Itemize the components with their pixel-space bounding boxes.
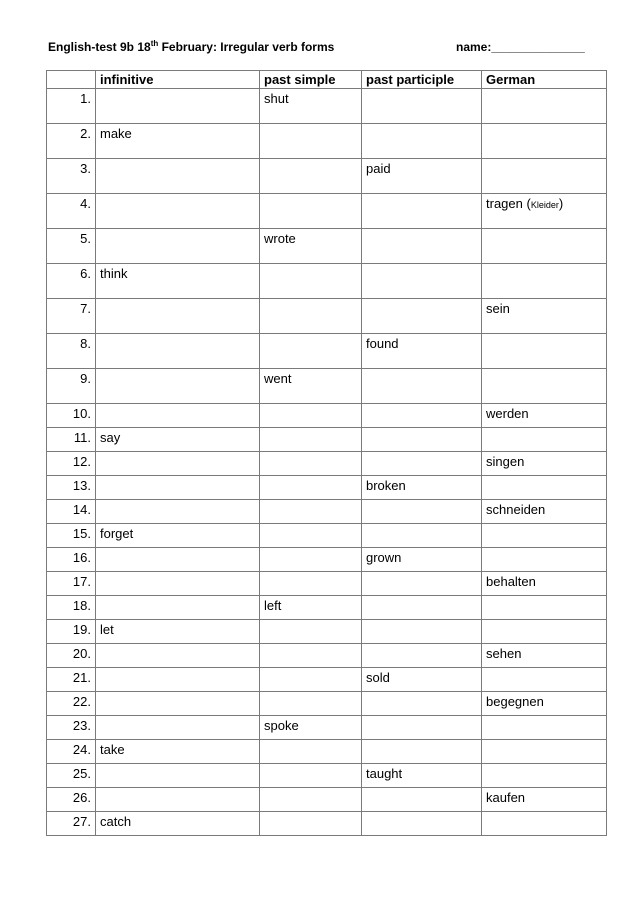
past-simple-cell[interactable] [260, 334, 362, 369]
table-row [47, 89, 607, 124]
table-row [47, 500, 607, 524]
past-participle-cell[interactable] [362, 812, 482, 836]
infinitive-cell[interactable] [96, 334, 260, 369]
past-simple-cell[interactable] [260, 299, 362, 334]
infinitive-cell-text: forget [100, 526, 134, 541]
german-cell[interactable] [482, 764, 607, 788]
table-row [47, 620, 607, 644]
past-simple-cell[interactable] [260, 194, 362, 229]
table-row [47, 404, 607, 428]
row-number [47, 500, 96, 524]
row-number [47, 740, 96, 764]
infinitive-cell[interactable] [96, 620, 260, 644]
row-number-text: 14. [72, 502, 91, 517]
past-simple-cell[interactable] [260, 548, 362, 572]
past-simple-cell[interactable] [260, 500, 362, 524]
table-row [47, 229, 607, 264]
past-participle-cell[interactable] [362, 500, 482, 524]
row-number [47, 194, 96, 229]
table-row [47, 812, 607, 836]
past-participle-cell[interactable] [362, 668, 482, 692]
row-number-text: 1. [80, 91, 91, 106]
row-number-text: 22. [72, 694, 91, 709]
row-number-text: 17. [72, 574, 91, 589]
german-cell[interactable] [482, 404, 607, 428]
row-number [47, 668, 96, 692]
infinitive-cell[interactable] [96, 452, 260, 476]
german-note: Kleider [530, 200, 559, 210]
infinitive-cell[interactable] [96, 500, 260, 524]
past-participle-cell[interactable] [362, 264, 482, 299]
infinitive-cell-text: catch [100, 814, 132, 829]
past-simple-cell[interactable] [260, 716, 362, 740]
infinitive-cell[interactable] [96, 548, 260, 572]
infinitive-cell[interactable] [96, 89, 260, 124]
title-text-rest: February: Irregular verb forms [158, 40, 335, 54]
table-row [47, 548, 607, 572]
past-simple-cell[interactable] [260, 369, 362, 404]
infinitive-cell[interactable] [96, 812, 260, 836]
infinitive-cell[interactable] [96, 668, 260, 692]
table-row [47, 764, 607, 788]
infinitive-cell[interactable] [96, 229, 260, 264]
table-row [47, 716, 607, 740]
german-cell[interactable] [482, 572, 607, 596]
german-cell[interactable] [482, 334, 607, 369]
past-participle-cell[interactable] [362, 788, 482, 812]
table-row [47, 572, 607, 596]
past-simple-cell[interactable] [260, 788, 362, 812]
past-participle-cell[interactable] [362, 524, 482, 548]
row-number-text: 8. [80, 336, 91, 351]
past-participle-cell[interactable] [362, 644, 482, 668]
german-cell-text: sein [486, 301, 510, 316]
infinitive-cell[interactable] [96, 692, 260, 716]
past-simple-cell[interactable] [260, 644, 362, 668]
table-row [47, 299, 607, 334]
name-field[interactable]: name:______________ [456, 40, 585, 54]
german-cell[interactable] [482, 159, 607, 194]
german-cell[interactable] [482, 668, 607, 692]
past-participle-cell[interactable] [362, 740, 482, 764]
infinitive-cell[interactable] [96, 764, 260, 788]
past-participle-cell[interactable] [362, 194, 482, 229]
infinitive-cell[interactable] [96, 194, 260, 229]
past-participle-cell[interactable] [362, 692, 482, 716]
table-row [47, 788, 607, 812]
german-cell[interactable] [482, 596, 607, 620]
row-number-text: 21. [72, 670, 91, 685]
german-cell[interactable] [482, 620, 607, 644]
past-simple-cell[interactable] [260, 692, 362, 716]
infinitive-cell[interactable] [96, 716, 260, 740]
infinitive-cell[interactable] [96, 159, 260, 194]
german-cell[interactable] [482, 740, 607, 764]
past-simple-cell-text: left [264, 598, 282, 613]
german-cell[interactable] [482, 452, 607, 476]
past-participle-cell[interactable] [362, 764, 482, 788]
row-number-text: 2. [80, 126, 91, 141]
table-header-row [47, 71, 607, 89]
past-simple-cell[interactable] [260, 124, 362, 159]
table-row [47, 596, 607, 620]
verb-table-body [47, 89, 607, 836]
german-cell[interactable] [482, 644, 607, 668]
past-simple-cell[interactable] [260, 740, 362, 764]
past-simple-cell[interactable] [260, 668, 362, 692]
past-participle-cell[interactable] [362, 124, 482, 159]
row-number [47, 369, 96, 404]
column-header-infinitive: infinitive [96, 71, 260, 89]
past-participle-cell[interactable] [362, 89, 482, 124]
row-number [47, 334, 96, 369]
row-number [47, 524, 96, 548]
row-number-text: 26. [72, 790, 91, 805]
infinitive-cell-text: let [100, 622, 114, 637]
row-number [47, 764, 96, 788]
german-cell[interactable] [482, 548, 607, 572]
infinitive-cell-text: make [100, 126, 132, 141]
row-number-text: 19. [72, 622, 91, 637]
past-simple-cell[interactable] [260, 404, 362, 428]
row-number [47, 788, 96, 812]
past-simple-cell[interactable] [260, 524, 362, 548]
past-simple-cell-text: went [264, 371, 292, 386]
past-participle-cell[interactable] [362, 716, 482, 740]
row-number [47, 89, 96, 124]
row-number-text: 9. [80, 371, 91, 386]
column-header-number [47, 71, 96, 89]
german-cell-text: sehen [486, 646, 522, 661]
infinitive-cell[interactable] [96, 644, 260, 668]
row-number [47, 644, 96, 668]
row-number [47, 620, 96, 644]
infinitive-cell-text: think [100, 266, 128, 281]
german-cell[interactable] [482, 788, 607, 812]
row-number [47, 229, 96, 264]
past-participle-cell-text: grown [366, 550, 402, 565]
infinitive-cell[interactable] [96, 572, 260, 596]
infinitive-cell-text: say [100, 430, 121, 445]
past-participle-cell[interactable] [362, 476, 482, 500]
infinitive-cell-text: take [100, 742, 125, 757]
row-number [47, 572, 96, 596]
table-row [47, 194, 607, 229]
row-number-text: 16. [72, 550, 91, 565]
past-simple-cell[interactable] [260, 476, 362, 500]
row-number [47, 548, 96, 572]
past-simple-cell[interactable] [260, 89, 362, 124]
past-participle-cell[interactable] [362, 620, 482, 644]
german-cell-text: tragen ( [486, 196, 531, 211]
infinitive-cell[interactable] [96, 596, 260, 620]
worksheet-title [48, 40, 334, 54]
german-cell[interactable] [482, 428, 607, 452]
table-row [47, 452, 607, 476]
past-simple-cell[interactable] [260, 572, 362, 596]
german-cell[interactable] [482, 299, 607, 334]
german-cell[interactable] [482, 89, 607, 124]
past-participle-cell[interactable] [362, 548, 482, 572]
row-number [47, 299, 96, 334]
past-participle-cell[interactable] [362, 572, 482, 596]
infinitive-cell[interactable] [96, 404, 260, 428]
german-cell[interactable] [482, 524, 607, 548]
table-row [47, 369, 607, 404]
past-participle-cell[interactable] [362, 596, 482, 620]
past-simple-cell-text: wrote [264, 231, 296, 246]
past-participle-cell-text: taught [366, 766, 403, 781]
past-simple-cell-text: spoke [264, 718, 299, 733]
german-cell-text: begegnen [486, 694, 544, 709]
table-row [47, 740, 607, 764]
german-cell[interactable] [482, 812, 607, 836]
title-text: English-test 9b 18 [48, 40, 151, 54]
table-row [47, 692, 607, 716]
row-number [47, 452, 96, 476]
row-number-text: 5. [80, 231, 91, 246]
past-participle-cell-text: paid [366, 161, 391, 176]
row-number [47, 596, 96, 620]
title-ordinal-suffix: th [150, 39, 159, 48]
past-participle-cell[interactable] [362, 369, 482, 404]
column-header-past-participle: past participle [362, 71, 482, 89]
past-simple-cell[interactable] [260, 452, 362, 476]
row-number-text: 23. [72, 718, 91, 733]
past-participle-cell-text: sold [366, 670, 390, 685]
row-number-text: 12. [72, 454, 91, 469]
column-header-past-simple: past simple [260, 71, 362, 89]
infinitive-cell[interactable] [96, 299, 260, 334]
infinitive-cell[interactable] [96, 476, 260, 500]
row-number-text: 20. [72, 646, 91, 661]
table-row [47, 159, 607, 194]
row-number [47, 716, 96, 740]
row-number [47, 692, 96, 716]
german-cell[interactable] [482, 369, 607, 404]
table-row [47, 524, 607, 548]
infinitive-cell[interactable] [96, 264, 260, 299]
column-header-german: German [482, 71, 607, 89]
past-participle-cell[interactable] [362, 334, 482, 369]
german-cell[interactable] [482, 264, 607, 299]
row-number [47, 476, 96, 500]
german-note-close: ) [558, 196, 564, 211]
past-simple-cell[interactable] [260, 620, 362, 644]
german-cell-text: schneiden [486, 502, 546, 517]
row-number-text: 4. [80, 196, 91, 211]
past-simple-cell[interactable] [260, 596, 362, 620]
infinitive-cell[interactable] [96, 740, 260, 764]
row-number-text: 18. [72, 598, 91, 613]
past-participle-cell[interactable] [362, 299, 482, 334]
past-participle-cell-text: found [366, 336, 399, 351]
past-simple-cell[interactable] [260, 159, 362, 194]
row-number-text: 6. [80, 266, 91, 281]
table-row [47, 124, 607, 159]
german-cell-text: singen [486, 454, 525, 469]
past-simple-cell[interactable] [260, 264, 362, 299]
german-cell[interactable] [482, 500, 607, 524]
german-cell-text: kaufen [486, 790, 526, 805]
past-simple-cell[interactable] [260, 428, 362, 452]
table-row [47, 476, 607, 500]
infinitive-cell[interactable] [96, 428, 260, 452]
row-number [47, 159, 96, 194]
german-cell[interactable] [482, 124, 607, 159]
past-participle-cell[interactable] [362, 452, 482, 476]
row-number [47, 404, 96, 428]
past-participle-cell-text: broken [366, 478, 406, 493]
row-number-text: 13. [72, 478, 91, 493]
row-number-text: 11. [73, 430, 91, 445]
row-number [47, 428, 96, 452]
infinitive-cell[interactable] [96, 524, 260, 548]
past-participle-cell[interactable] [362, 229, 482, 264]
infinitive-cell[interactable] [96, 124, 260, 159]
past-simple-cell-text: shut [264, 91, 289, 106]
row-number [47, 812, 96, 836]
german-cell[interactable] [482, 229, 607, 264]
past-simple-cell[interactable] [260, 229, 362, 264]
row-number-text: 24. [72, 742, 91, 757]
german-cell[interactable] [482, 476, 607, 500]
row-number-text: 7. [80, 301, 91, 316]
table-row [47, 428, 607, 452]
row-number [47, 264, 96, 299]
table-row [47, 668, 607, 692]
german-cell-text: behalten [486, 574, 536, 589]
row-number-text: 3. [80, 161, 91, 176]
past-participle-cell[interactable] [362, 404, 482, 428]
row-number-text: 10. [72, 406, 91, 421]
row-number-text: 27. [72, 814, 91, 829]
table-row [47, 264, 607, 299]
german-cell-text: werden [486, 406, 529, 421]
infinitive-cell[interactable] [96, 788, 260, 812]
row-number-text: 25. [72, 766, 91, 781]
table-row [47, 644, 607, 668]
german-cell[interactable] [482, 716, 607, 740]
german-cell[interactable] [482, 194, 607, 229]
past-simple-cell[interactable] [260, 764, 362, 788]
past-participle-cell[interactable] [362, 159, 482, 194]
infinitive-cell[interactable] [96, 369, 260, 404]
past-participle-cell[interactable] [362, 428, 482, 452]
table-row [47, 334, 607, 369]
past-simple-cell[interactable] [260, 812, 362, 836]
verb-table [46, 70, 607, 836]
german-cell[interactable] [482, 692, 607, 716]
row-number [47, 124, 96, 159]
row-number-text: 15. [72, 526, 91, 541]
